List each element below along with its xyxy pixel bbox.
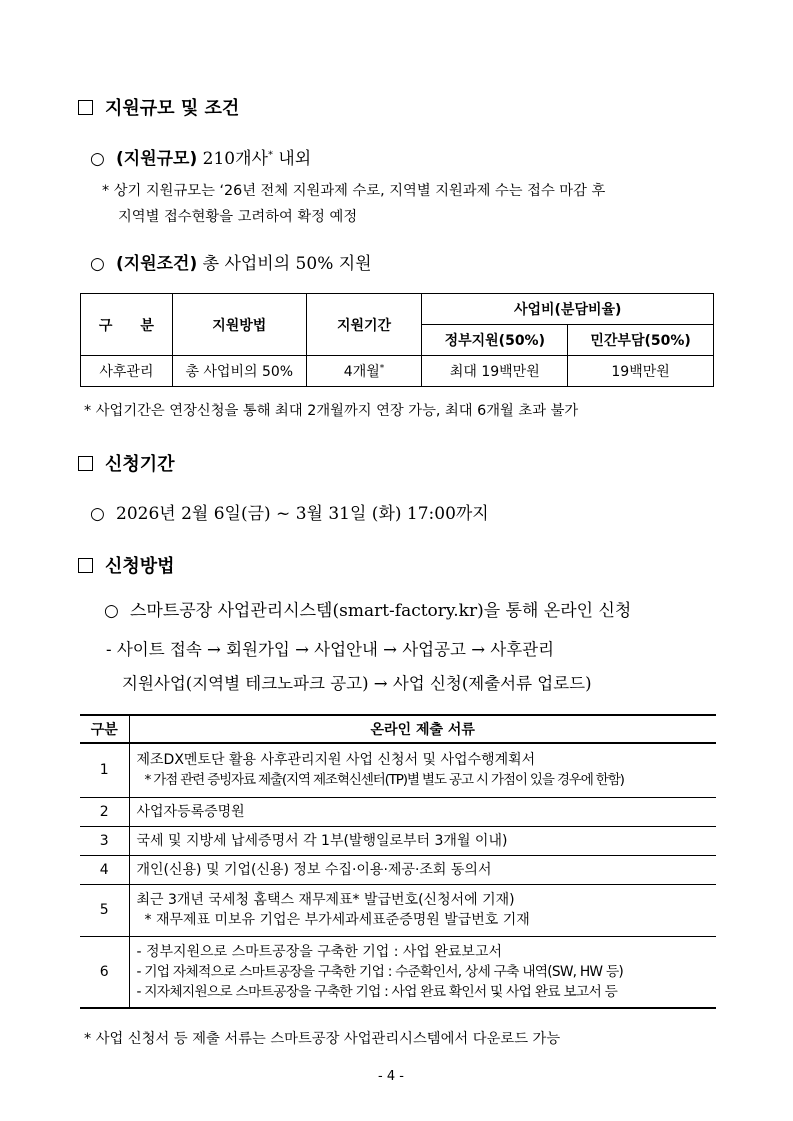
section-heading-period: 신청기간 xyxy=(78,450,175,476)
table-row: 5 최근 3개년 국세청 홈택스 재무제표* 발급번호(신청서에 기재) * 재무제표 미보유 기업은 부가세과세표준증명원 발급번호 기재 xyxy=(80,884,716,936)
checkbox-square-icon xyxy=(78,456,93,471)
cell-category: 사후관리 xyxy=(81,356,173,387)
path-line1: - 사이트 접속 → 회원가입 → 사업안내 → 사업공고 → 사후관리 xyxy=(106,640,555,659)
online-documents-table xyxy=(80,714,716,1009)
header-method: 지원방법 xyxy=(172,294,306,356)
header-no: 구분 xyxy=(80,715,129,743)
checkbox-square-icon xyxy=(78,558,93,573)
header-gov: 정부지원(50%) xyxy=(422,325,568,356)
circle-bullet-icon: ○ xyxy=(90,149,105,169)
page-number: - 4 - xyxy=(378,1069,404,1084)
application-period-line: ○ 2026년 2월 6일(금) ~ 3월 31일 (화) 17:00까지 xyxy=(90,504,489,524)
circle-bullet-icon: ○ xyxy=(90,504,105,524)
section-heading-method: 신청방법 xyxy=(78,552,175,578)
table-row: 3 국세 및 지방세 납세증명서 각 1부(발행일로부터 3개월 이내) xyxy=(80,826,716,855)
checkbox-square-icon xyxy=(78,100,93,115)
circle-bullet-icon: ○ xyxy=(104,601,119,621)
footer-note: * 사업 신청서 등 제출 서류는 스마트공장 사업관리시스템에서 다운로드 가능 xyxy=(84,1031,561,1047)
support-condition-table xyxy=(80,293,714,387)
table-row: 4 개인(신용) 및 기업(신용) 정보 수집·이용·제공·조회 동의서 xyxy=(80,855,716,884)
table-note: * 사업기간은 연장신청을 통해 최대 2개월까지 연장 가능, 최대 6개월 초과 불가 xyxy=(84,403,579,419)
table-row: 6 - 정부지원으로 스마트공장을 구축한 기업 : 사업 완료보고서 - 기업 자체적으로 스마트공장을 구축한 기업 : 수준확인서, 상세 구축 내역(SW, HW 등) - 지자체지원으로 스마트공장을 구축한 기업 : 사업 완료 확인서 및 사업 완료 보고서 등 xyxy=(80,936,716,1008)
cell-method: 총 사업비의 50% xyxy=(172,356,306,387)
scale-note-line2: 지역별 접수현황을 고려하여 확정 예정 xyxy=(118,209,358,225)
path-line2: 지원사업(지역별 테크노파크 공고) → 사업 신청(제출서류 업로드) xyxy=(122,674,592,693)
scale-note-line1: * 상기 지원규모는 ‘26년 전체 지원과제 수로, 지역별 지원과제 수는 접수 마감 후 xyxy=(102,183,606,199)
table-row: 1 제조DX멘토단 활용 사후관리지원 사업 신청서 및 사업수행계획서 * 가점 관련 증빙자료 제출(지역 제조혁신센터(TP)별 별도 공고 시 가점이 있을 경우에 한함) xyxy=(80,743,716,797)
cell-period: 4개월* xyxy=(306,356,422,387)
header-cost: 사업비(분담비율) xyxy=(422,294,714,325)
section-heading-scale: 지원규모 및 조건 xyxy=(78,94,239,120)
circle-bullet-icon: ○ xyxy=(90,254,105,274)
header-private: 민간부담(50%) xyxy=(568,325,714,356)
cell-private: 19백만원 xyxy=(568,356,714,387)
support-condition-line: ○ (지원조건) 총 사업비의 50% 지원 xyxy=(90,254,372,274)
header-category: 구 분 xyxy=(81,294,173,356)
support-scale-line: ○ (지원규모) 210개사* 내외 xyxy=(90,149,312,169)
cell-gov: 최대 19백만원 xyxy=(422,356,568,387)
header-docs: 온라인 제출 서류 xyxy=(129,715,716,743)
online-application-line: ○ 스마트공장 사업관리시스템(smart-factory.kr)을 통해 온라인 신청 xyxy=(104,601,632,621)
table-row xyxy=(81,356,714,387)
table-row: 2 사업자등록증명원 xyxy=(80,797,716,826)
header-period: 지원기간 xyxy=(306,294,422,356)
